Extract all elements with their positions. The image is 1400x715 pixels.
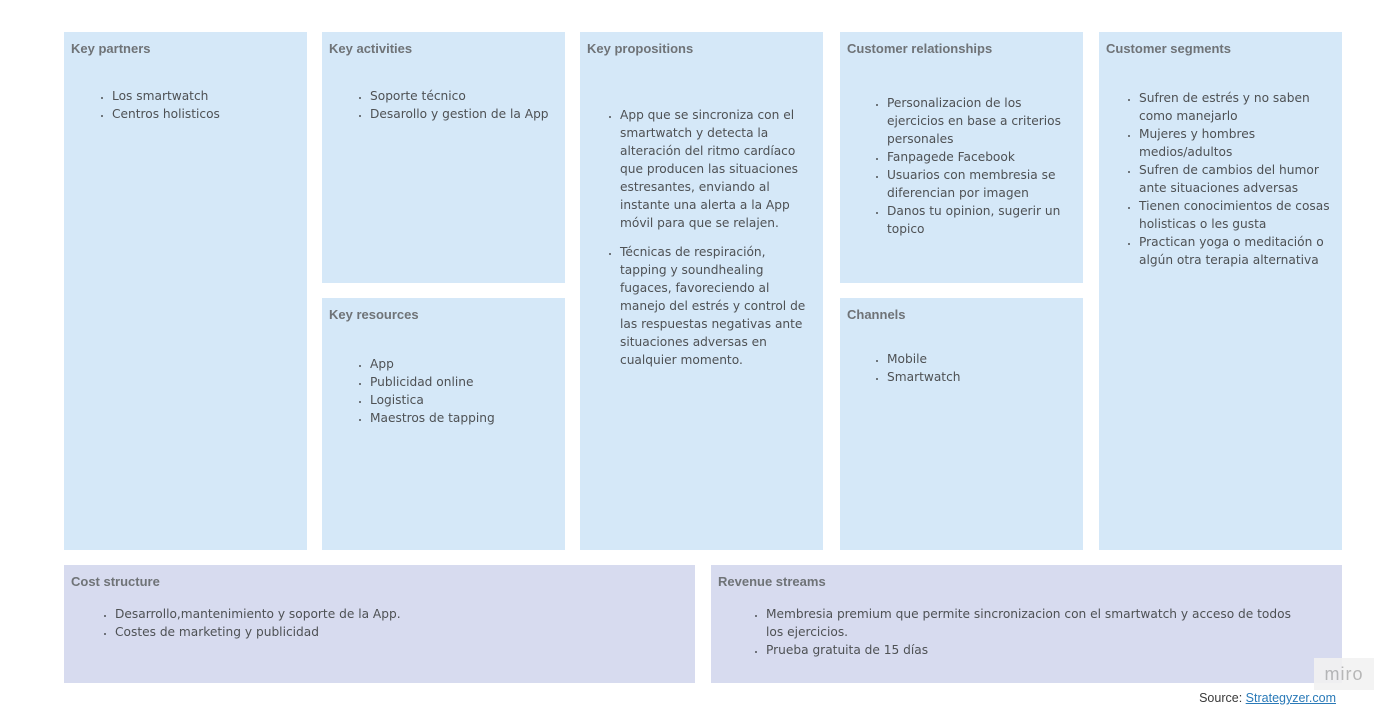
- cost-structure-list: [99, 605, 675, 641]
- list-item: • Publicidad online: [370, 373, 565, 391]
- cost-structure-card[interactable]: [64, 565, 695, 683]
- list-item: • Danos tu opinion, sugerir un topico: [887, 202, 1077, 238]
- customer-segments-card[interactable]: [1099, 32, 1342, 550]
- key-partners-title: Key partners: [71, 41, 151, 56]
- list-item: • Soporte técnico: [370, 87, 575, 105]
- key-propositions-list: [604, 106, 812, 369]
- source-label: Source:: [1199, 691, 1243, 705]
- list-item: • App: [370, 355, 565, 373]
- key-activities-list: [354, 87, 575, 123]
- list-item: • Practican yoga o meditación o algún otra terapia alternativa: [1139, 233, 1331, 269]
- list-item: • Mujeres y hombres medios/adultos: [1139, 125, 1331, 161]
- customer-relationships-card[interactable]: [840, 32, 1083, 283]
- revenue-streams-card[interactable]: [711, 565, 1342, 683]
- list-item: • Mobile: [887, 350, 1077, 368]
- channels-list: [871, 350, 1077, 386]
- key-activities-card[interactable]: [322, 32, 565, 283]
- revenue-streams-title: Revenue streams: [718, 574, 826, 589]
- source-link[interactable]: Strategyzer.com: [1245, 691, 1336, 705]
- list-item: • Sufren de estrés y no saben como manejarlo: [1139, 89, 1331, 125]
- list-item: • Tienen conocimientos de cosas holisticas o les gusta: [1139, 197, 1331, 233]
- list-item: • Maestros de tapping: [370, 409, 565, 427]
- channels-card[interactable]: [840, 298, 1083, 550]
- customer-segments-list: [1123, 89, 1331, 269]
- key-propositions-title: Key propositions: [587, 41, 694, 56]
- revenue-streams-list: [750, 605, 1311, 659]
- list-item: • Sufren de cambios del humor ante situaciones adversas: [1139, 161, 1331, 197]
- list-item: • Centros holisticos: [112, 105, 307, 123]
- key-resources-list: [354, 355, 565, 427]
- cost-structure-title: Cost structure: [71, 574, 160, 589]
- list-item: • App que se sincroniza con el smartwatch y detecta la alteración del ritmo cardíaco que producen las situaciones estresantes, enviando al instante una alerta a la App móvil para que se relajen.: [620, 106, 812, 232]
- list-item: • Membresia premium que permite sincronizacion con el smartwatch y acceso de todos los ejercicios.: [766, 605, 1311, 641]
- key-propositions-card[interactable]: [580, 32, 823, 550]
- customer-relationships-title: Customer relationships: [847, 41, 993, 56]
- list-item: • Desarrollo,mantenimiento y soporte de la App.: [115, 605, 675, 623]
- key-resources-title: Key resources: [329, 307, 419, 322]
- list-item: • Fanpagede Facebook: [887, 148, 1077, 166]
- key-partners-list: [96, 87, 307, 123]
- list-item: • Personalizacion de los ejercicios en base a criterios personales: [887, 94, 1077, 148]
- key-activities-title: Key activities: [329, 41, 413, 56]
- key-partners-card[interactable]: [64, 32, 307, 550]
- list-item: • Smartwatch: [887, 368, 1077, 386]
- customer-relationships-list: [871, 94, 1077, 238]
- customer-segments-title: Customer segments: [1106, 41, 1231, 56]
- list-spacer: [620, 232, 812, 243]
- list-item: • Logistica: [370, 391, 565, 409]
- list-item: • Los smartwatch: [112, 87, 307, 105]
- list-item: • Costes de marketing y publicidad: [115, 623, 675, 641]
- channels-title: Channels: [847, 307, 906, 322]
- list-item: • Usuarios con membresia se diferencian por imagen: [887, 166, 1077, 202]
- key-resources-card[interactable]: [322, 298, 565, 550]
- source-footer: [1199, 691, 1336, 705]
- list-item: • Prueba gratuita de 15 días: [766, 641, 1311, 659]
- list-item: • Desarollo y gestion de la App: [370, 105, 575, 123]
- miro-watermark: miro: [1314, 658, 1374, 690]
- list-item: • Técnicas de respiración, tapping y soundhealing fugaces, favoreciendo al manejo del estrés y control de las respuestas negativas ante situaciones adversas en cualquier momento.: [620, 243, 812, 369]
